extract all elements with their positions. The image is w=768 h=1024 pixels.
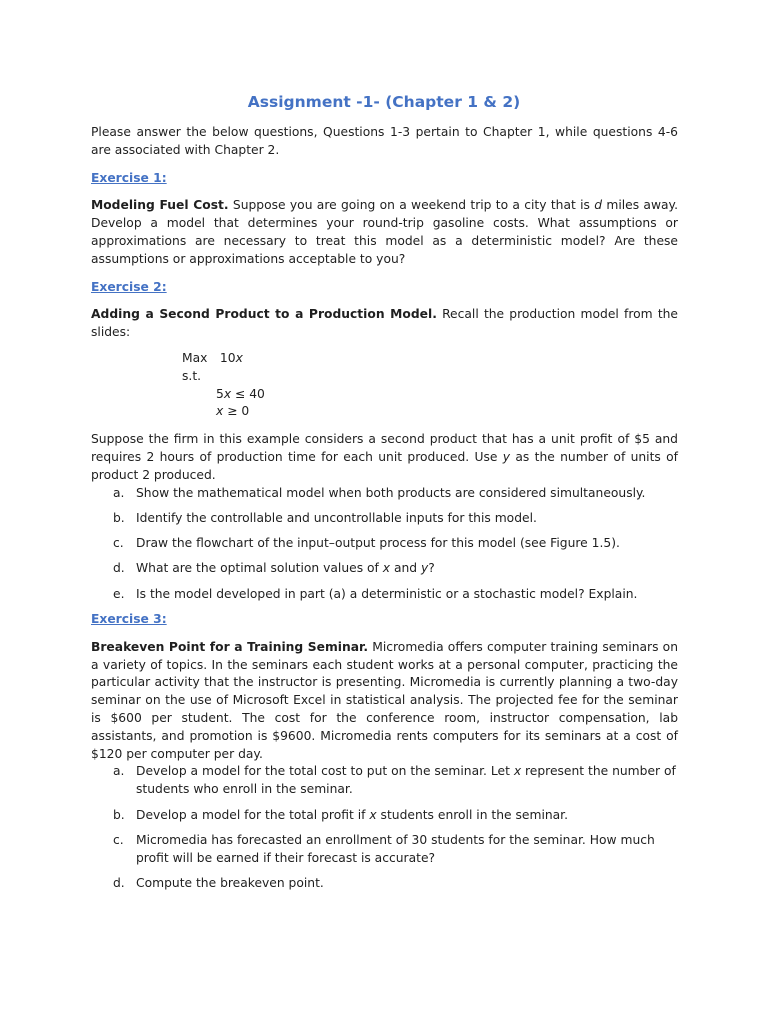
- list-item-text: Is the model developed in part (a) a deterministic or a stochastic model? Explain.: [136, 586, 638, 601]
- list-item: [91, 586, 678, 604]
- list-marker: c.: [113, 536, 124, 551]
- exercise-1-var-d: d: [594, 198, 603, 213]
- list-item: [91, 510, 678, 528]
- list-item-text-3: ?: [428, 561, 435, 576]
- list-item: [91, 535, 678, 553]
- exercise-3-list: [91, 763, 678, 892]
- exercise-1-text-a: Suppose you are going on a weekend trip to a city that is: [228, 198, 595, 213]
- model-objective-var: x: [235, 350, 243, 365]
- list-item-text: Develop a model for the total cost to put on the seminar. Let: [136, 764, 514, 779]
- model-constraint-1: [182, 386, 678, 404]
- list-item-text-2: and: [390, 561, 422, 576]
- list-marker: b.: [113, 510, 125, 525]
- production-model: [182, 350, 678, 421]
- exercise-2-scenario: [91, 431, 678, 484]
- exercise-1-text-b: miles away. Develop a model that determines your round-trip gasoline costs. What assumptions or approximations are necessary to treat this model as a deterministic model? Are these assumptions or approximations acceptable to you?: [91, 198, 678, 266]
- list-item-var: x: [369, 807, 377, 822]
- exercise-1-heading: Exercise 1:: [91, 170, 167, 185]
- exercise-2-heading: Exercise 2:: [91, 279, 167, 294]
- exercise-2-paragraph: [91, 306, 678, 342]
- exercise-3-lead: Breakeven Point for a Training Seminar.: [91, 639, 369, 654]
- model-st-row: [182, 368, 678, 386]
- intro-paragraph: Please answer the below questions, Questions 1-3 pertain to Chapter 1, while questions 4-6 are associated with Chapter 2.: [91, 125, 678, 157]
- exercise-2-scenario-a: Suppose the firm in this example considers a second product that has a unit profit of $5 and requires 2 hours of production time for each unit produced. Use: [91, 432, 678, 464]
- list-item: [91, 485, 678, 503]
- list-item: [91, 875, 678, 893]
- exercise-2-scenario-var: y: [502, 449, 511, 464]
- list-item-text: Show the mathematical model when both products are considered simultaneously.: [136, 485, 646, 500]
- exercise-3-heading: Exercise 3:: [91, 612, 167, 627]
- list-item-text: Draw the flowchart of the input–output process for this model (see Figure 1.5).: [136, 536, 620, 551]
- model-constraint-2: [182, 403, 678, 421]
- model-st-label: s.t.: [182, 368, 202, 383]
- model-c2-var: x: [216, 404, 224, 419]
- exercise-2-list: [91, 485, 678, 604]
- exercise-3-paragraph: [91, 639, 678, 764]
- exercise-3-text: Micromedia offers computer training seminars on a variety of topics. In the seminars each student works at a personal computer, practicing the particular activity that the instructor is presenting. Micromedia is currently planning a two-day seminar on the use of Microsoft Excel in statistical analysis. The projected fee for the seminar is $600 per student. The cost for the conference room, instructor compensation, lab assistants, and promotion is $9600. Micromedia rents computers for its seminars at a cost of $120 per computer per day.: [91, 639, 678, 761]
- model-objective-coef: 10: [219, 350, 236, 365]
- list-item-var-x: x: [382, 561, 391, 576]
- exercise-2-text: Recall the production model from the slides:: [91, 307, 678, 340]
- list-marker: c.: [113, 832, 124, 847]
- page-title: Assignment -1- (Chapter 1 & 2): [247, 93, 521, 111]
- document-body: [91, 124, 678, 900]
- list-item-text: Compute the breakeven point.: [136, 875, 324, 890]
- model-c1-rest: ≤ 40: [231, 386, 265, 401]
- list-marker: e.: [113, 586, 125, 601]
- list-marker: d.: [113, 561, 125, 576]
- model-c1-coef: 5: [216, 386, 224, 401]
- exercise-1-paragraph: [91, 197, 678, 268]
- list-marker: d.: [113, 875, 125, 890]
- list-marker: b.: [113, 807, 125, 822]
- exercise-2-lead: Adding a Second Product to a Production Model.: [91, 307, 437, 322]
- list-item-text-2: represent the number of students who enroll in the seminar.: [136, 764, 676, 797]
- list-item: [91, 832, 678, 868]
- list-item: [91, 763, 678, 799]
- list-item: [91, 807, 678, 825]
- list-item: [91, 560, 678, 578]
- exercise-1-lead: Modeling Fuel Cost.: [91, 198, 229, 213]
- list-item-text: Develop a model for the total profit if: [136, 807, 370, 822]
- model-c1-var: x: [223, 386, 232, 401]
- list-item-var-y: y: [421, 561, 429, 576]
- list-item-text: Identify the controllable and uncontrollable inputs for this model.: [136, 510, 537, 525]
- list-item-text: What are the optimal solution values of: [136, 561, 383, 576]
- exercise-2-scenario-b: as the number of units of product 2 produced.: [91, 449, 678, 482]
- list-marker: a.: [113, 764, 125, 779]
- model-objective-row: [182, 350, 678, 368]
- list-item-text: Micromedia has forecasted an enrollment of 30 students for the seminar. How much profit will be earned if their forecast is accurate?: [136, 832, 655, 865]
- model-max-label: Max: [182, 350, 208, 365]
- list-item-text-2: students enroll in the seminar.: [376, 807, 569, 822]
- list-item-var: x: [513, 764, 522, 779]
- list-marker: a.: [113, 485, 125, 500]
- model-c2-rest: ≥ 0: [223, 404, 250, 419]
